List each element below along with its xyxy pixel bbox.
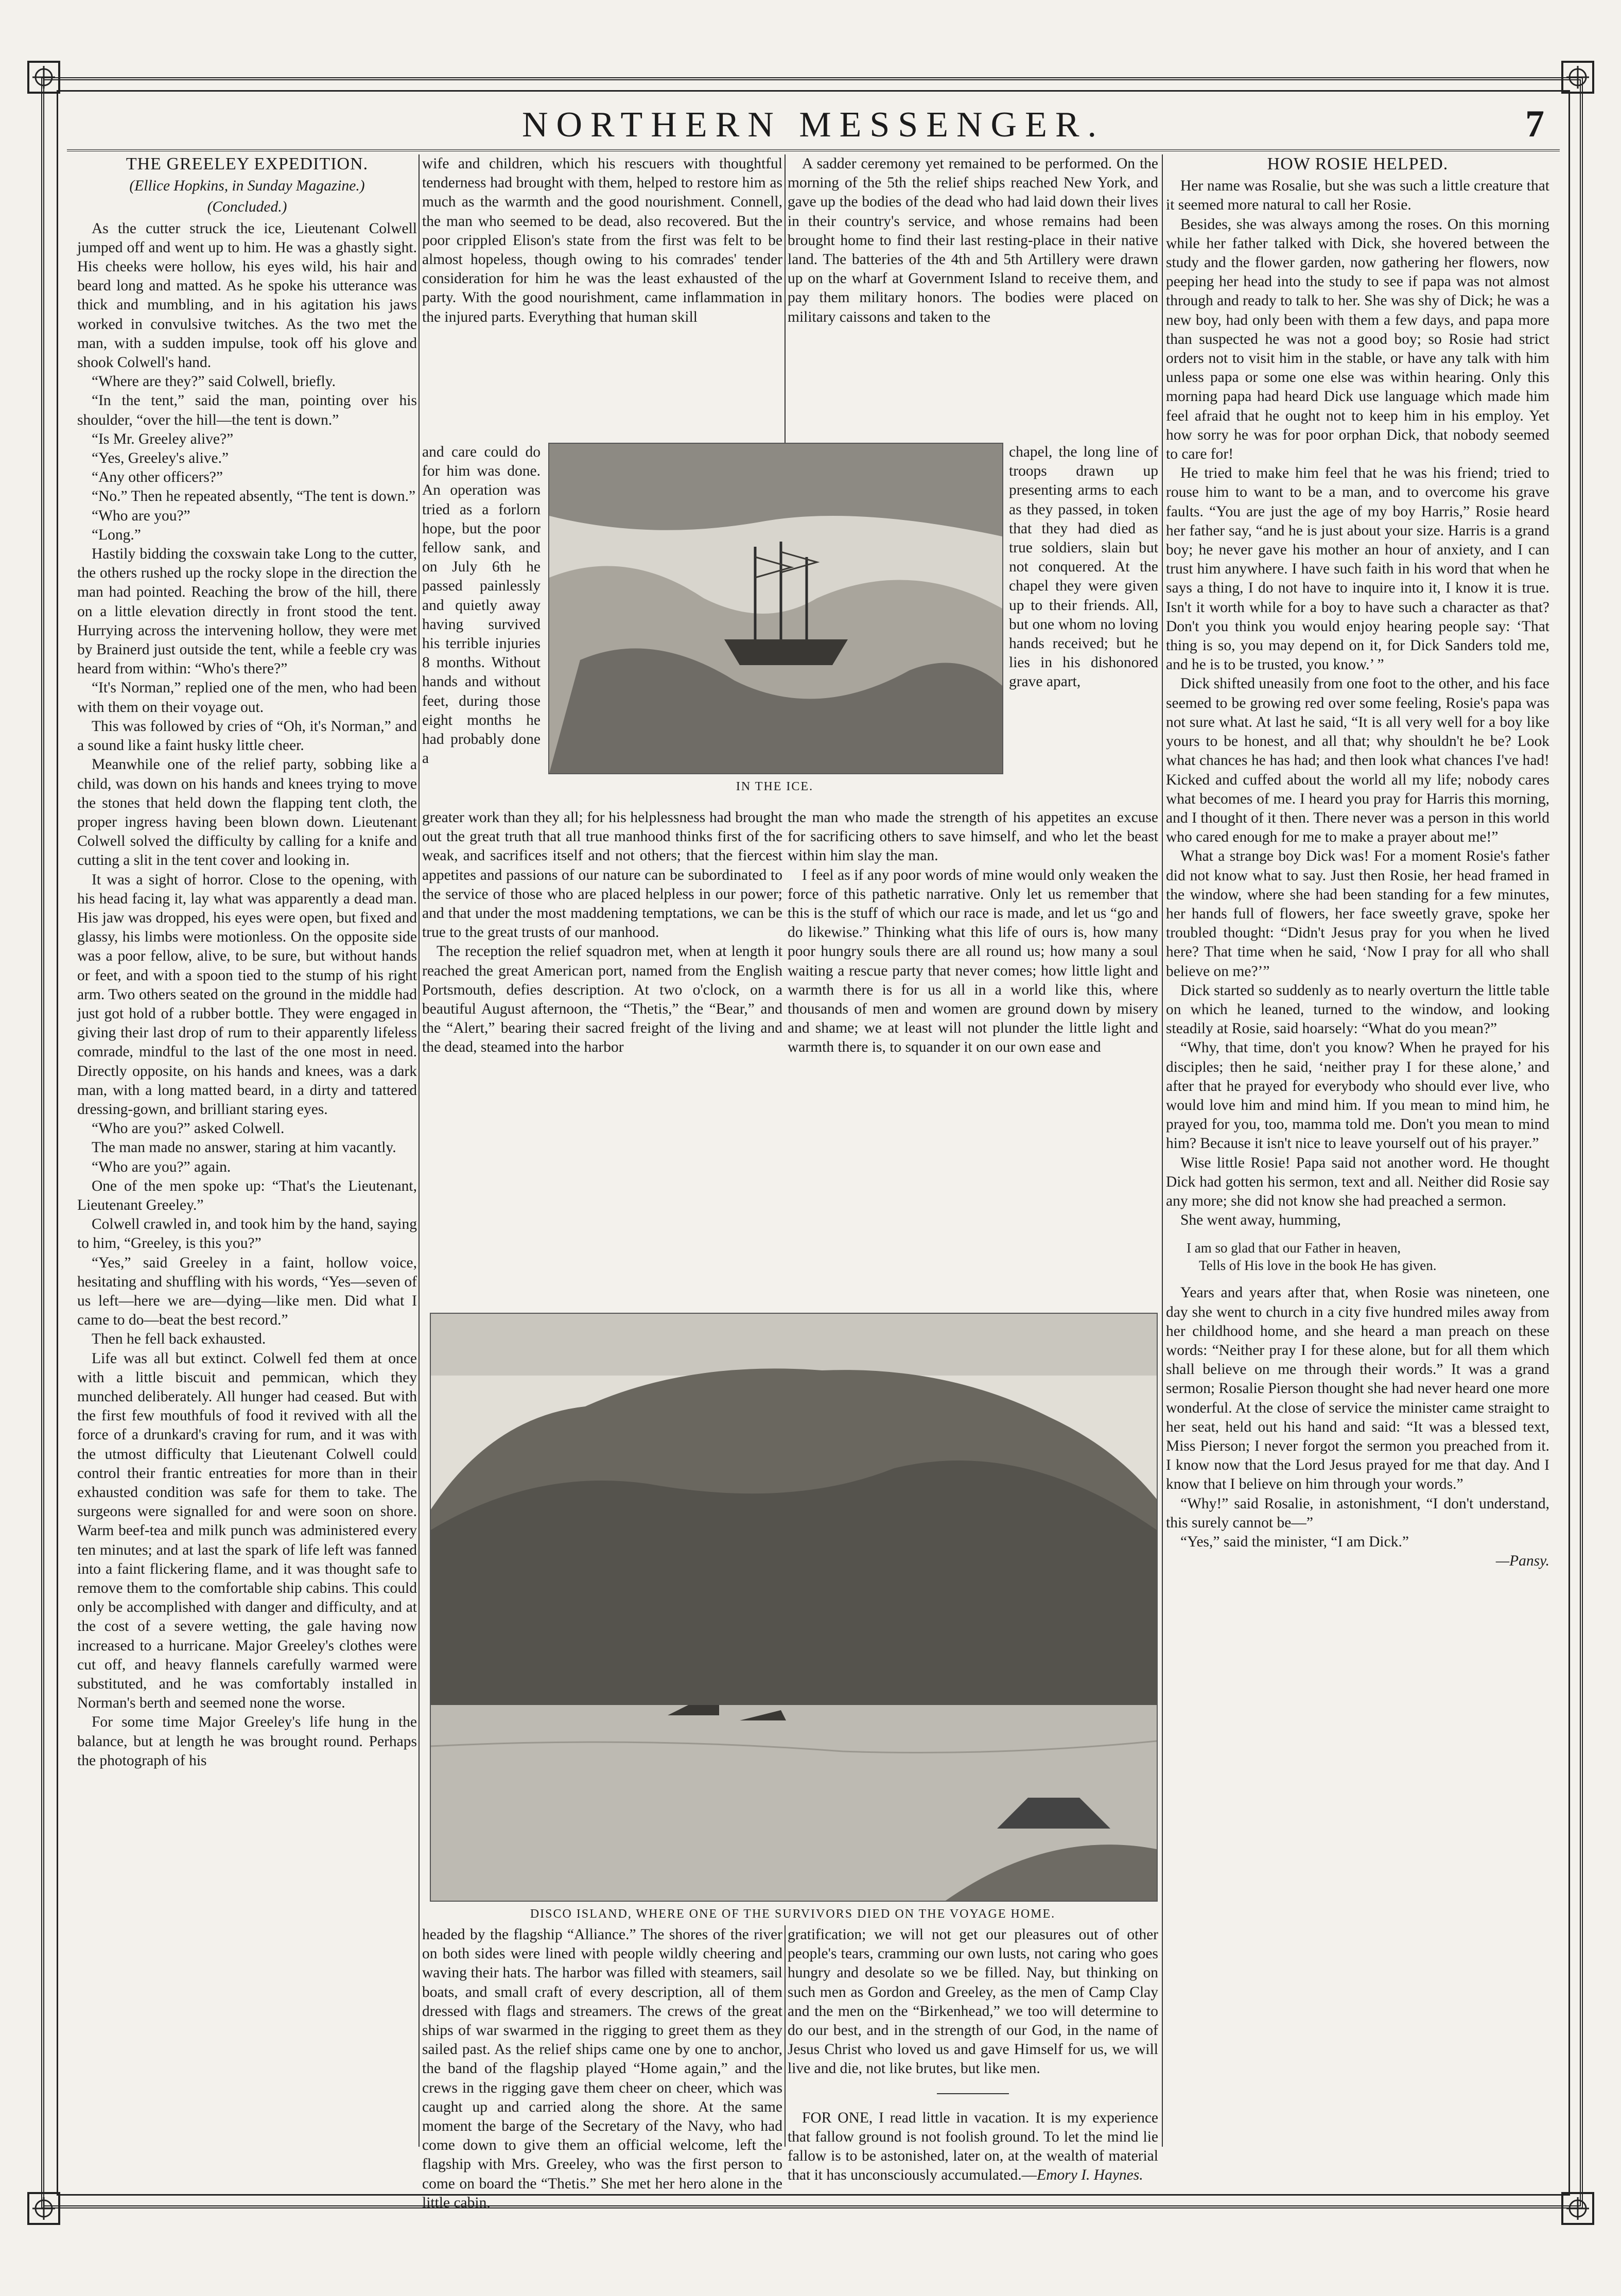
illustration-caption: DISCO ISLAND, WHERE ONE OF THE SURVIVORS DIED ON THE VOYAGE HOME. [530,1907,1056,1921]
text-wrap-left-of-illustration [422,443,541,803]
fallow-text: I read little in vacation. It is my experience that fallow ground is not foolish ground. To let the mind lie fallow is to be astonished, later on, at the wealth of material that it has unconsciously accumulated.— [788,2109,1159,2184]
article-rosie-column [1166,154,1549,2147]
paragraph: Years and years after that, when Rosie was nineteen, one day she went to church in a city five hundred miles away from her childhood home, and she heard a man preach on these words: “Neither pray I for these alone, but for all them which shall believe on me through their words.” It was a grand sermon; Rosalie Pierson thought she had never heard one more wonderful. At the close of service the minister came straight to her seat, held out his hand and said: “It was a blessed text, Miss Pierson; I never forgot the sermon you preached from it. I know now that the Lord Jesus prayed for me that day. And I know that I believe on him through your words.” [1166,1284,1549,1493]
paragraph: “Is Mr. Greeley alive?” [92,430,234,447]
verse-line: Tells of His love in the book He has given. [1199,1258,1437,1274]
paragraph: “Yes,” said the minister, “I am Dick.” [1180,1534,1409,1551]
paragraph: Wise little Rosie! Papa said not another word. He thought Dick had gotten his sermon, text and all. Neither did Rosie say any more; she did not know she had preached a sermon. [1166,1154,1549,1209]
paragraph: This was followed by cries of “Oh, it's Norman,” and a sound like a faint husky little cheer. [77,718,417,754]
column-rule [785,1925,786,2147]
column-rule [785,154,786,443]
masthead-title: NORTHERN MESSENGER. [521,105,1105,145]
paragraph: Life was all but extinct. Colwell fed them at once with a little biscuit and pemmican, which they munched deliberately. All hunger had ceased. But with the first few mouthfuls of food it revived with all the force of a drunkard's craving for rum, and it was with the utmost difficulty that Lieutenant Colwell could control their frantic entreaties for more than in their exhausted condition was safe for them to take. The surgeons were signalled for and were soon on shore. Warm beef-tea and milk punch was administered every ten minutes; and at last the spark of life left was fanned into a faint flickering flame, and it was thought safe to remove them to the comfortable ship cabins. This could only be accomplished with danger and difficulty, and at the cost of a severe wetting, the gale having now increased to a hurricane. Major Greeley's clothes were cut off, and heavy flannels carefully warmed were substituted, and he was comfortably installed in Norman's berth and seemed none the worse. [77,1350,417,1712]
paragraph: A sadder ceremony yet remained to be performed. On the morning of the 5th the relief ships reached New York, and gave up the bodies of the dead who had laid down their lives in their country's service, and whose remains had been brought home to find their last resting-place in their native land. The batteries of the 4th and 5th Artillery were drawn up on the wharf at Government Island to receive them, and pay them military honors. The bodies were placed on military caissons and taken to the [788,155,1158,325]
article-title: HOW ROSIE HELPED. [1267,154,1449,173]
paragraph: Then he fell back exhausted. [92,1331,266,1348]
verse-line: I am so glad that our Father in heaven, [1187,1240,1401,1256]
fallow-author: Emory I. Haynes. [1037,2167,1143,2184]
paragraph: “Yes, Greeley's alive.” [92,450,229,467]
paragraph: “Any other officers?” [92,469,223,486]
corner-ornament-bottom-right [1557,2188,1598,2229]
paragraph: “Why, that time, don't you know? When he prayed for his disciples; then he said, ‘neither pray I for these alone,’ and after that he prayed for everybody who should ever live, who would love him and mind him. If you mean to mind him, he prayed for you, too, mamma told me. Don't you mean to mind him? Because it isn't nice to leave yourself out of his prayer.” [1166,1039,1549,1152]
paragraph: “Why!” said Rosalie, in astonishment, “I don't understand, this surely cannot be—” [1166,1495,1549,1531]
paragraph: What a strange boy Dick was! For a moment Rosie's father did not know what to say. Just then Rosie, her head framed in the window, where she had been standing for a few minutes, her hands full of flowers, her face sweetly grave, spoke her troubled thought: “Didn't Jesus pray for you when he lived here? That time when he said, ‘Now I pray for all who shall believe on me?’” [1166,848,1549,980]
paragraph: headed by the flagship “Alliance.” The shores of the river on both sides were lined with people wildly cheering and waving their hats. The harbor was filled with steamers, sail boats, and small craft of every description, all of them dressed with flags and streamers. The crews of the great ships of war swarmed in the rigging to greet them as they sailed past. As the relief ships came one by one to anchor, the band of the flagship played “Home again,” and the crews in the rigging gave them cheer on cheer, which was caught up and carried along the shore. At the same moment the barge of the Secretary of the Navy, who had come down to give them an official welcome, left the flagship with Mrs. Greeley, who was the first person to come on board the “Thetis.” She met her hero alone in the little cabin. [422,1926,782,2211]
column-rule [1162,154,1163,2147]
text-wrap-right-of-illustration [1009,443,1158,803]
separator-rule [937,2093,1009,2094]
article-greeley-column-2-bottom [422,1925,782,2211]
corner-ornament-top-right [1557,57,1598,98]
paragraph: greater work than they all; for his helplessness had brought out the great truth that all true manhood thinks first of the weak, and sacrifices itself and not others; that the fiercest appetites and passions of our nature can be subordinated to the service of those who are placed helpless in our power; and that under the most maddening temptations, we can be true to the great trusts of our manhood. [422,809,782,941]
column-rule [419,154,420,2147]
paragraph: He tried to make him feel that he was his friend; tried to rouse him to want to be a man, and to overcome his grave faults. “You are just the age of my boy Harris,” Rosie heard her father say, “and he is just about your size. Harris is a grand boy; he never gave his mother an hour of anxiety, and I can trust him anywhere. I have such faith in his word that when he says a thing, I do not have to inquire into it, I know it is true. Isn't it worth while for a boy to have such a character as that? Don't you think you would enjoy hearing people say: ‘That thing is so, you may depend on it, for Dick Sanders told me, and he is to be trusted, you know.’ ” [1166,465,1549,673]
paragraph: “Yes,” said Greeley in a faint, hollow voice, hesitating and shuffling with his words, “Yes—seven of us left—here we are—dying—like men. Did what I came to do—beat the best record.” [77,1254,417,1329]
article-greeley-column-2-top [422,154,782,440]
fallow-paragraph [788,2109,1158,2185]
article-greeley-column-3-bottom [788,1925,1159,2184]
masthead [67,100,1560,151]
paragraph: the man who made the strength of his appetites an excuse for sacrificing others to save himself, and who let the beast within him slay the man. [788,809,1158,864]
paragraph: chapel, the long line of troops drawn up presenting arms to each as they passed, in token that they had died as true soldiers, slain but not conquered. At the chapel they were given up to their friends. All, but one whom no loving hands received; but he lies in his dishonored grave apart, [1009,444,1158,690]
paragraph: It was a sight of horror. Close to the opening, with his head facing it, lay what was apparently a dead man. His jaw was dropped, his eyes were open, but fixed and glassy, his limbs were motionless. On the opposite side was a poor fellow, alive, to be sure, but without hands or feet, and with a spoon tied to the stump of his right arm. Two others seated on the ground in the middle had just got hold of a rubber bottle. They were engaged in giving their last drop of rum to their apparently lifeless comrade, mindful to the last of the one most in need. Directly opposite, on his hands and knees, was a dark man, with a long matted beard, in a dirty and tattered dressing-gown, and brilliant staring eyes. [77,871,417,1118]
article-signature: —Pansy. [1495,1553,1549,1570]
paragraph: “It's Norman,” replied one of the men, who had been with them on their voyage out. [77,680,417,716]
article-greeley-column-3-middle [788,808,1158,1302]
fallow-lead: FOR ONE, [802,2109,873,2126]
corner-ornament-top-left [23,57,64,98]
article-greeley-column-1 [77,154,417,2147]
paragraph: One of the men spoke up: “That's the Lieutenant, Lieutenant Greeley.” [77,1177,417,1213]
paragraph: “In the tent,” said the man, pointing over his shoulder, “over the hill—the tent is down.” [77,392,417,428]
paragraph: Colwell crawled in, and took him by the hand, saying to him, “Greeley, is this you?” [77,1216,417,1252]
page-number: 7 [1525,103,1544,145]
paragraph: “Who are you?” [92,507,190,524]
paragraph: As the cutter struck the ice, Lieutenant Colwell jumped off and went up to him. He was a ghastly sight. His cheeks were hollow, his eyes wild, his hair and beard long and matted. As he spoke his utterance was thick and mumbling, and in his agitation his jaws worked in convulsive twitches. As the two met the man, with a sudden impulse, took off his glove and shook Colwell's hand. [77,220,417,371]
paragraph: “Who are you?” asked Colwell. [92,1120,285,1137]
paragraph: For some time Major Greeley's life hung in the balance, but at length he was brought round. Perhaps the photograph of his [77,1714,417,1769]
paragraph: Hastily bidding the coxswain take Long to the cutter, the others rushed up the rocky slope in the direction the man had pointed. Reaching the brow of the hill, there on a little elevation directly in front stood the tent. Hurrying across the intervening hollow, they were met by Brainerd just outside the tent, while a feeble cry was heard from within: “Who's there?” [77,546,417,677]
paragraph: wife and children, which his rescuers with thoughtful tenderness had brought with them, helped to restore him as much as the warmth and the good nourishment. Connell, the man who seemed to be dead, also recovered. But the poor crippled Elison's state from the first was felt to be almost hopeless, though owing to his comrades' tender consideration for him he was the least exhausted of the party. With the good nourishment, came inflammation in the injured parts. Everything that human skill [422,155,782,325]
paragraph: “Who are you?” again. [92,1158,231,1175]
paragraph: I feel as if any poor words of mine would only weaken the force of this pathetic narrative. Only let us remember that this is the stuff of which our race is made, and let us “go and do likewise.” Thinking what this life of ours is, how many poor hungry souls there are all round us; how many a soul waiting a rescue party that never comes; how little light and warmth there is for us all in a world like this, where thousands of men and women are ground down by misery and shame; we at least will not plunder the little light and warmth there is, to squander it on our own ease and [788,866,1158,1056]
paragraph: and care could do for him was done. An operation was tried as a forlorn hope, but the poor fellow sank, and on July 6th he passed painlessly and quietly away having survived his terrible injuries 8 months. Without hands and without feet, during those eight months he had probably done a [422,444,541,767]
illustration-caption: IN THE ICE. [736,780,814,793]
article-greeley-column-3-top [788,154,1158,440]
paragraph: The man made no answer, staring at him vacantly. [92,1139,396,1156]
paragraph: “No.” Then he repeated absently, “The tent is down.” [92,488,416,505]
article-title: THE GREELEY EXPEDITION. [126,154,369,173]
paragraph: “Long.” [92,526,141,543]
hymn-verse [1187,1239,1549,1274]
paragraph: Dick shifted uneasily from one foot to the other, and his face seemed to be growing red over some feeling, Rosie's papa was not sure what. At last he said, “It is all very well for a boy like yours to be honest, and all that; why shouldn't he be? Look what chances he has had; and then look what chances I've had! Kicked and cuffed about the world all my life; nobody cares what becomes of me. I heard you pray for Harris this morning, and I thought of it then. There never was a person in this world who cared enough for me to make a prayer about me!” [1166,675,1549,846]
illustration-in-the-ice [548,443,1003,774]
illustration-disco-island [430,1313,1158,1902]
paragraph: gratification; we will not get our pleasures out of other people's tears, cramming our own lusts, not caring who goes hungry and desolate so we be filled. Nay, but thinking on such men as Gordon and Greeley, as the men of Camp Clay and the men on the “Birkenhead,” we too will determine to do our best, and in the strength of our God, in the name of Jesus Christ who loved us and gave Himself for us, we will live and die, not like brutes, but like men. [788,1926,1158,2077]
paragraph: Besides, she was always among the roses. On this morning while her father talked with Dick, she hovered between the study and the flower garden, now gathering her flowers, now peeping her head into the study to see if papa was not almost through and ready to talk to her. She was shy of Dick; he was a new boy, had only been with them a few days, and papa more than suspected he was not a good boy; so Rosie had strict orders not to visit him in the stable, or have any talk with him unless papa or some one else was within hearing. Only this morning papa had heard Dick use language which made him feel afraid that he ought not to keep him in his employ. Yet how sorry he was for poor orphan Dick, that nobody seemed to care for! [1166,216,1549,463]
paragraph: The reception the relief squadron met, when at length it reached the great American port, named from the English Portsmouth, defies description. At two o'clock, on a beautiful August afternoon, the “Thetis,” the “Bear,” and the “Alert,” bearing their sacred freight of the living and the dead, steamed into the harbor [422,943,782,1056]
paragraph: She went away, humming, [1180,1212,1341,1229]
article-byline: (Ellice Hopkins, in Sunday Magazine.) [129,178,365,195]
paragraph: Dick started so suddenly as to nearly overturn the little table on which he leaned, turned to the window, and looking steadily at Rosie, said hoarsely: “What do you mean?” [1166,982,1549,1037]
paragraph: Her name was Rosalie, but she was such a little creature that it seemed more natural to call her Rosie. [1166,178,1549,214]
paragraph: Meanwhile one of the relief party, sobbing like a child, was down on his hands and knees trying to move the stones that held down the flapping tent cloth, the proper ingress having been blown down. Lieutenant Colwell solved the difficulty by calling for a knife and cutting a slit in the tent cover and looking in. [77,756,417,869]
article-note: (Concluded.) [207,199,287,216]
paragraph: “Where are they?” said Colwell, briefly. [92,373,336,390]
corner-ornament-bottom-left [23,2188,64,2229]
article-greeley-column-2-middle [422,808,782,1302]
